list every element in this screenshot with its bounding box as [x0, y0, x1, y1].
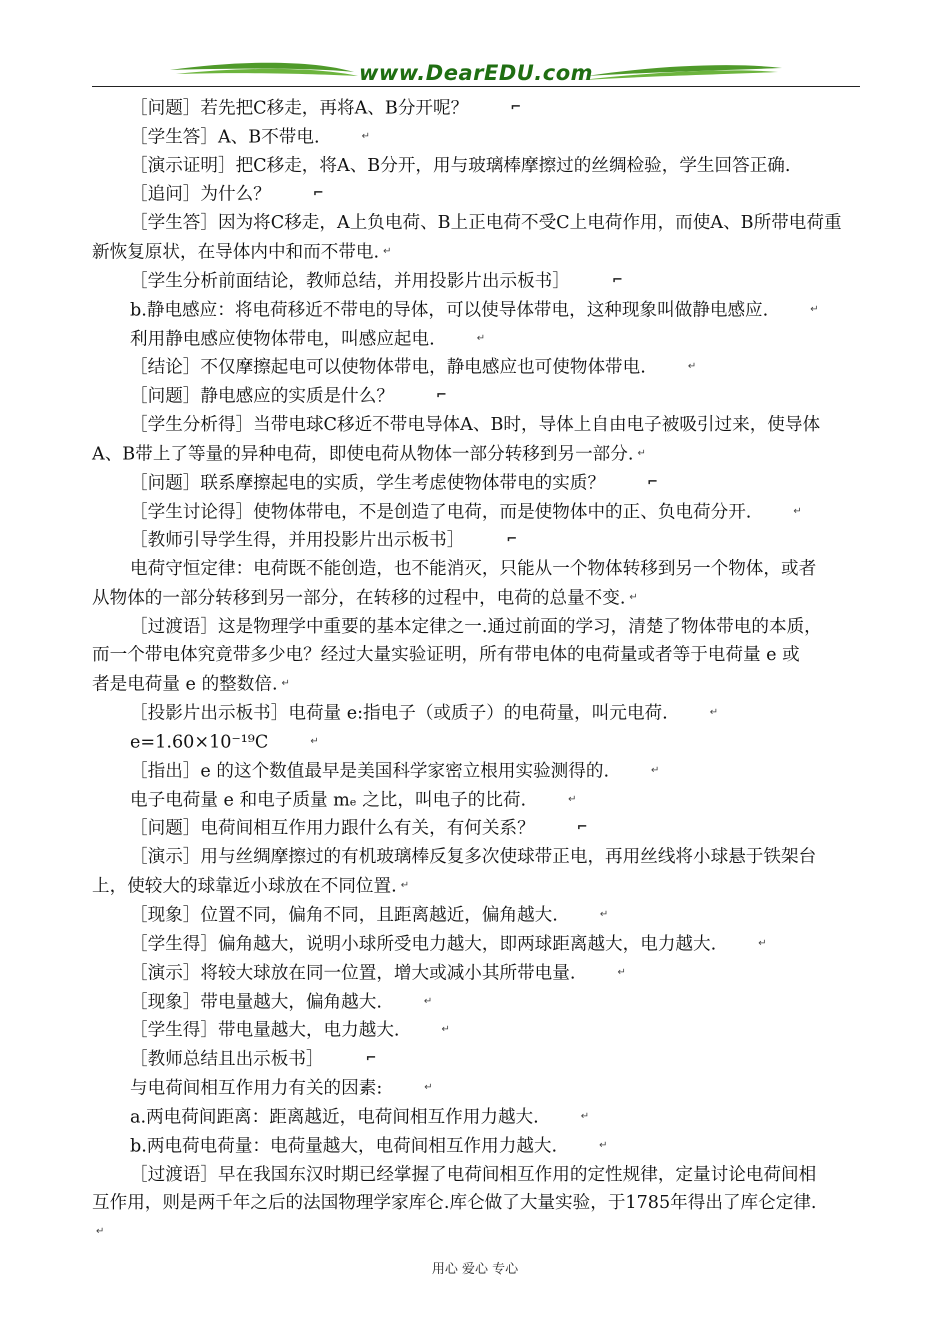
header-rule [92, 86, 860, 87]
line-break-icon: ↵ [383, 245, 392, 257]
text-line [92, 267, 860, 296]
paragraph-mark-icon: ⌐ [647, 474, 658, 490]
line-text: 电子电荷量 e 和电子质量 mₑ 之比，叫电子的比荷. [130, 789, 527, 810]
text-line [92, 641, 860, 670]
line-break-icon: ↵ [629, 591, 638, 603]
line-break-icon: ↵ [441, 1024, 450, 1036]
line-text: ［教师总结且出示板书］ [130, 1049, 324, 1070]
line-text: ［学生答］A、B不带电. [130, 127, 320, 148]
text-line [92, 1045, 860, 1074]
text-line [92, 670, 860, 699]
text-line [92, 1132, 860, 1161]
line-text: 与电荷间相互作用力有关的因素: [130, 1078, 383, 1099]
line-text: ［现象］带电量越大，偏角越大. [130, 991, 382, 1012]
text-line [92, 901, 860, 930]
text-line [92, 613, 860, 642]
line-text: ［结论］不仅摩擦起电可以使物体带电，静电感应也可使物体带电. [130, 357, 646, 378]
text-line [92, 1103, 860, 1132]
paragraph-mark-icon: ⌐ [576, 820, 588, 836]
line-break-icon: ↵ [810, 303, 819, 315]
text-line [92, 123, 860, 152]
line-text: b.静电感应：将电荷移近不带电的导体，可以使导体带电，这种现象叫做静电感应. [130, 299, 769, 320]
text-line [92, 988, 860, 1017]
text-line [92, 555, 860, 584]
line-break-icon: ↵ [310, 735, 319, 747]
line-text: ［指出］e 的这个数值最早是美国科学家密立根用实验测得的. [130, 761, 610, 781]
line-text: 互作用，则是两千年之后的法国物理学家库仑.库仑做了大量实验，于1785年得出了库仑定律. [92, 1193, 817, 1214]
text-line [92, 498, 860, 527]
line-break-icon: ↵ [599, 1139, 608, 1151]
line-text: ［学生讨论得］使物体带电，不是创造了电荷，而是使物体中的正、负电荷分开. [130, 501, 752, 522]
line-text: a.两电荷间距离：距离越近，电荷间相互作用力越大. [130, 1107, 539, 1128]
text-line [92, 1161, 860, 1190]
line-text: ［现象］位置不同，偏角不同，且距离越近，偏角越大. [130, 905, 558, 926]
line-text: e=1.60×10⁻¹⁹C [130, 732, 269, 753]
page-footer: 用心 爱心 专心 [431, 1262, 519, 1277]
text-line [92, 152, 860, 181]
line-text: 利用静电感应使物体带电，叫感应起电. [130, 328, 435, 349]
line-break-icon: ↵ [709, 706, 719, 718]
line-text: ［追问］为什么？ [130, 184, 271, 205]
text-line [92, 584, 860, 613]
line-text: 上，使较大的球靠近小球放在不同位置. [92, 876, 397, 897]
site-url: www.DearEDU.com [358, 61, 594, 85]
paragraph-mark-icon: ⌐ [510, 100, 522, 115]
text-line [92, 209, 860, 238]
line-text: ［演示证明］把C移走，将A、B分开，用与玻璃棒摩擦过的丝绸检验，学生回答正确. [130, 155, 791, 176]
text-line [92, 1218, 860, 1247]
line-text: ［演示］将较大球放在同一位置，增大或减小其所带电量. [130, 962, 576, 983]
text-line [92, 1074, 860, 1103]
line-break-icon: ↵ [281, 678, 290, 690]
line-text: ［学生得］带电量越大，电力越大. [130, 1020, 400, 1041]
line-break-icon: ↵ [476, 332, 486, 344]
line-text: ［演示］用与丝绸摩擦过的有机玻璃棒反复多次使球带正电，再用丝线将小球悬于铁架台 [130, 847, 817, 868]
text-line [92, 440, 860, 469]
line-text: ［过渡语］这是物理学中重要的基本定律之一.通过前面的学习，清楚了物体带电的本质， [130, 616, 822, 637]
text-line [92, 469, 860, 498]
paragraph-mark-icon: ⌐ [435, 388, 447, 404]
line-break-icon: ↵ [568, 793, 577, 805]
line-break-icon: ↵ [651, 764, 660, 776]
text-line [92, 526, 860, 555]
text-line [92, 872, 860, 901]
line-text: 者是电荷量 e 的整数倍. [92, 674, 278, 695]
line-break-icon: ↵ [793, 505, 802, 517]
line-break-icon: ↵ [617, 966, 626, 978]
text-line [92, 411, 860, 440]
line-text: ［过渡语］早在我国东汉时期已经掌握了电荷间相互作用的定性规律，定量讨论电荷间相 [130, 1164, 817, 1185]
line-text: 电荷守恒定律：电荷既不能创造，也不能消灭，只能从一个物体转移到另一个物体，或者 [130, 559, 817, 580]
line-text: ［教师引导学生得，并用投影片出示板书］ [130, 530, 465, 551]
line-text: ［问题］联系摩擦起电的实质，学生考虑使物体带电的实质？ [130, 472, 606, 493]
text-line [92, 353, 860, 382]
text-line [92, 930, 860, 959]
text-line [92, 325, 860, 354]
text-line [92, 238, 860, 267]
line-break-icon: ↵ [423, 995, 433, 1007]
text-line [92, 699, 860, 728]
line-break-icon: ↵ [400, 879, 410, 891]
line-text: ［问题］电荷间相互作用力跟什么有关，有何关系？ [130, 818, 535, 839]
line-break-icon: ↵ [758, 937, 767, 949]
paragraph-mark-icon: ⌐ [506, 532, 518, 548]
line-break-icon: ↵ [580, 1111, 590, 1123]
line-text: 从物体的一部分转移到另一部分，在转移的过程中，电荷的总量不变. [92, 588, 626, 609]
document-body [92, 94, 860, 1247]
line-break-icon: ↵ [637, 447, 646, 459]
text-line [92, 1016, 860, 1045]
line-text: ［投影片出示板书］电荷量 e:指电子（或质子）的电荷量，叫元电荷. [130, 703, 668, 724]
line-break-icon: ↵ [599, 908, 609, 920]
line-text: 新恢复原状，在导体内中和而不带电. [92, 242, 380, 263]
paragraph-mark-icon: ⌐ [312, 186, 324, 202]
text-line [92, 296, 860, 325]
text-line [92, 757, 860, 786]
line-text: ［学生分析前面结论，教师总结，并用投影片出示板书］ [130, 271, 570, 292]
line-text: ［学生分析得］当带电球C移近不带电导体A、B时，导体上自由电子被吸引过来，使导体 [130, 415, 821, 436]
text-line [92, 959, 860, 988]
line-text: ［学生得］偏角越大，说明小球所受电力越大，即两球距离越大，电力越大. [130, 934, 717, 955]
line-break-icon: ↵ [687, 361, 697, 373]
line-text: ［问题］静电感应的实质是什么？ [130, 386, 394, 407]
text-line [92, 1189, 860, 1218]
text-line [92, 814, 860, 843]
paragraph-mark-icon: ⌐ [611, 272, 623, 288]
text-line [92, 786, 860, 815]
text-line [92, 382, 860, 411]
paragraph-mark-icon: ⌐ [365, 1051, 377, 1067]
line-text: ［学生答］因为将C移走，A上负电荷、B上正电荷不受C上电荷作用，而使A、B所带电荷重 [130, 213, 842, 234]
line-text: 而一个带电体究竟带多少电？经过大量实验证明，所有带电体的电荷量或者等于电荷量 e 或 [92, 645, 800, 666]
text-line [92, 94, 860, 123]
line-text: b.两电荷电荷量：电荷量越大，电荷间相互作用力越大. [130, 1136, 558, 1157]
text-line [92, 843, 860, 872]
line-text: ［问题］若先把C移走，再将A、B分开呢？ [130, 98, 469, 119]
line-text: A、B带上了等量的异种电荷，即使电荷从物体一部分转移到另一部分. [92, 444, 634, 465]
line-break-icon: ↵ [361, 130, 370, 142]
text-line [92, 180, 860, 209]
line-break-icon: ↵ [424, 1082, 433, 1094]
line-break-icon: ↵ [96, 1226, 105, 1238]
text-line [92, 728, 860, 757]
